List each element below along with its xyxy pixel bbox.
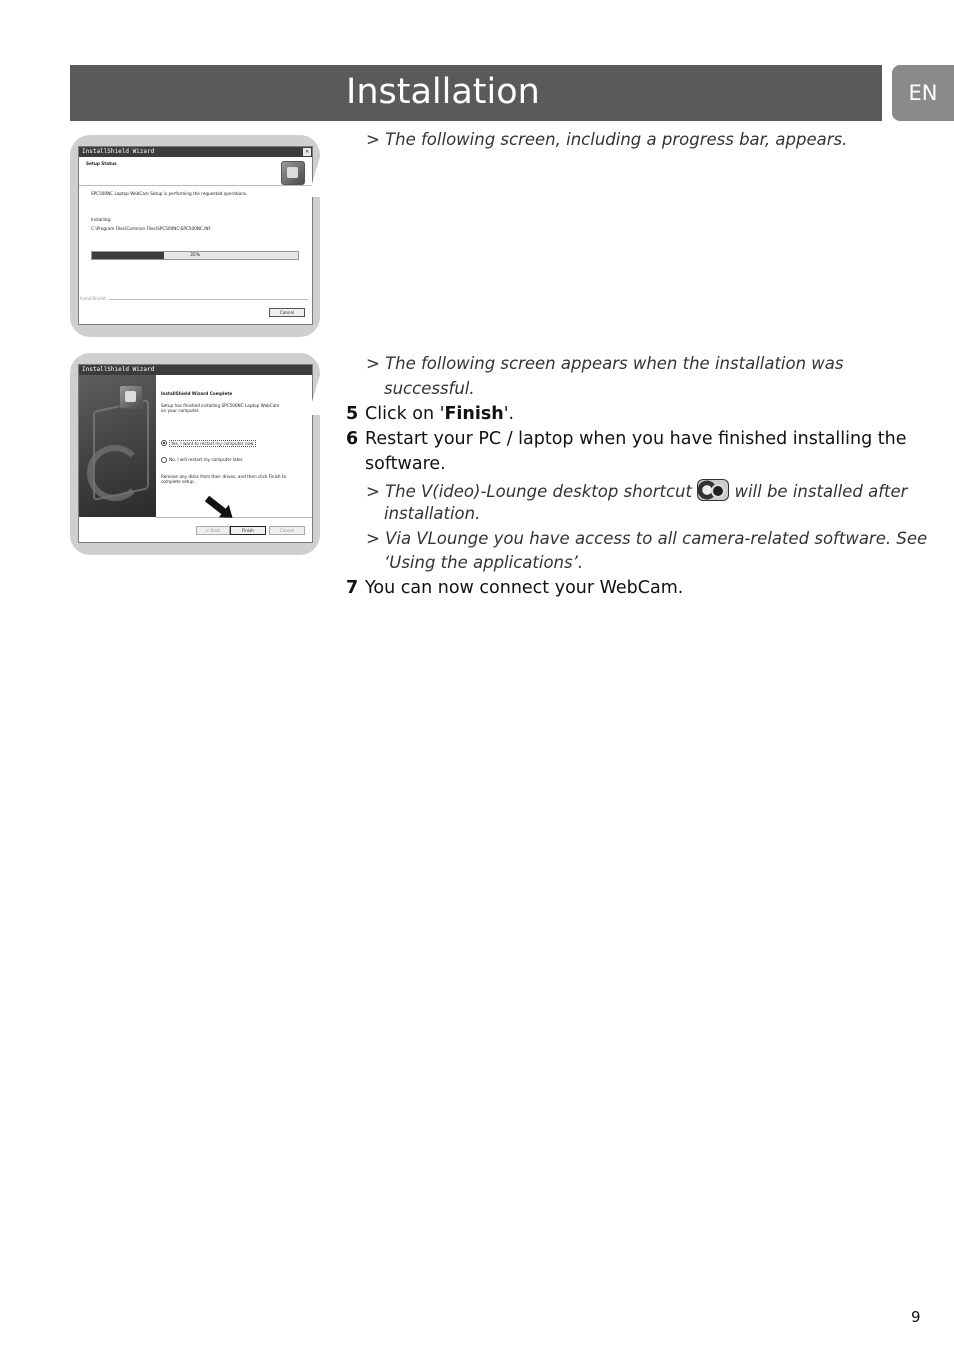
cancel-button[interactable]: Cancel: [269, 308, 305, 317]
divider: [79, 185, 312, 186]
restart-now-label[interactable]: Yes, I want to restart my computer now.: [171, 441, 255, 446]
installshield-window-progress: [78, 146, 313, 325]
step-number: 7: [346, 578, 359, 598]
progress-bar: [91, 251, 299, 260]
step-text: You can now connect your WebCam.: [365, 578, 684, 598]
installing-label: Installing:: [91, 217, 112, 222]
restart-now-radio[interactable]: [161, 440, 167, 446]
complete-heading: InstallShield Wizard Complete: [161, 391, 233, 396]
window-title: InstallShield Wizard: [82, 366, 155, 373]
complete-body-2: on your computer.: [161, 408, 200, 413]
restart-later-radio[interactable]: [161, 457, 167, 463]
note-text-pre: > The V(ideo)-Lounge desktop shortcut: [366, 482, 692, 501]
screenshot-frame-progress: [70, 135, 320, 337]
screenshot-frame-complete: [70, 353, 320, 555]
note-shortcut-line1: [366, 479, 907, 501]
step-number: 5: [346, 404, 359, 424]
footer-divider: [156, 517, 312, 518]
remove-disks-text-1: Remove any disks from their drives, and then click Finish to: [161, 474, 287, 479]
restart-later-label[interactable]: No, I will restart my computer later.: [169, 457, 244, 462]
window-title: InstallShield Wizard: [82, 148, 155, 155]
window-titlebar: [79, 365, 312, 375]
page-number: 9: [911, 1308, 921, 1326]
note-vlounge-line1: > Via VLounge you have access to all camera-related software. See: [366, 529, 928, 548]
step-text-post: '.: [503, 404, 515, 424]
close-icon[interactable]: ✕: [303, 148, 311, 156]
wizard-side-panel: [79, 375, 156, 517]
setup-status-heading: Setup Status: [86, 161, 117, 166]
footer-divider: [109, 299, 308, 300]
note-progress-screen: > The following screen, including a progress bar, appears.: [366, 130, 848, 149]
note-shortcut-line2: installation.: [384, 504, 481, 523]
language-tab: EN: [892, 65, 954, 121]
note-success-line1: > The following screen appears when the installation was: [366, 354, 844, 373]
cancel-button[interactable]: Cancel: [269, 526, 305, 535]
vlounge-shortcut-icon: [697, 479, 729, 501]
progress-label: 35%: [190, 253, 201, 258]
step-text-bold: Finish: [444, 404, 504, 424]
note-success-line2: successful.: [384, 379, 475, 398]
note-vlounge-line2: ‘Using the applications’.: [384, 553, 584, 572]
step-text-pre: Click on ': [365, 404, 445, 424]
finish-button[interactable]: Finish: [230, 526, 266, 535]
status-text: SPC500NC Laptop WebCam Setup is performing the requested operations.: [91, 191, 248, 196]
complete-body-1: Setup has finished installing SPC500NC Laptop WebCam: [161, 403, 280, 408]
step-7: [346, 578, 683, 598]
setup-computer-icon: [281, 161, 305, 185]
step-6-line2: software.: [365, 454, 446, 474]
step-5: [346, 404, 514, 424]
installshield-brand: InstallShield: [80, 296, 106, 301]
setup-computer-icon: [119, 385, 143, 409]
step-number: 6: [346, 429, 359, 449]
arrow-pointer-icon: [205, 496, 228, 516]
remove-disks-text-2: complete setup.: [161, 479, 195, 484]
installshield-window-complete: [78, 364, 313, 543]
window-titlebar: [79, 147, 312, 157]
page-title: Installation: [346, 72, 540, 112]
installing-path: C:\Program Files\Common Files\SPC500NC\SPC500NC.INF: [91, 226, 211, 231]
step-6-line1: [346, 429, 907, 449]
step-text: Restart your PC / laptop when you have finished installing the: [365, 429, 907, 449]
note-text-post: will be installed after: [734, 482, 908, 501]
back-button[interactable]: < Back: [196, 526, 230, 535]
progress-fill: [92, 252, 164, 259]
